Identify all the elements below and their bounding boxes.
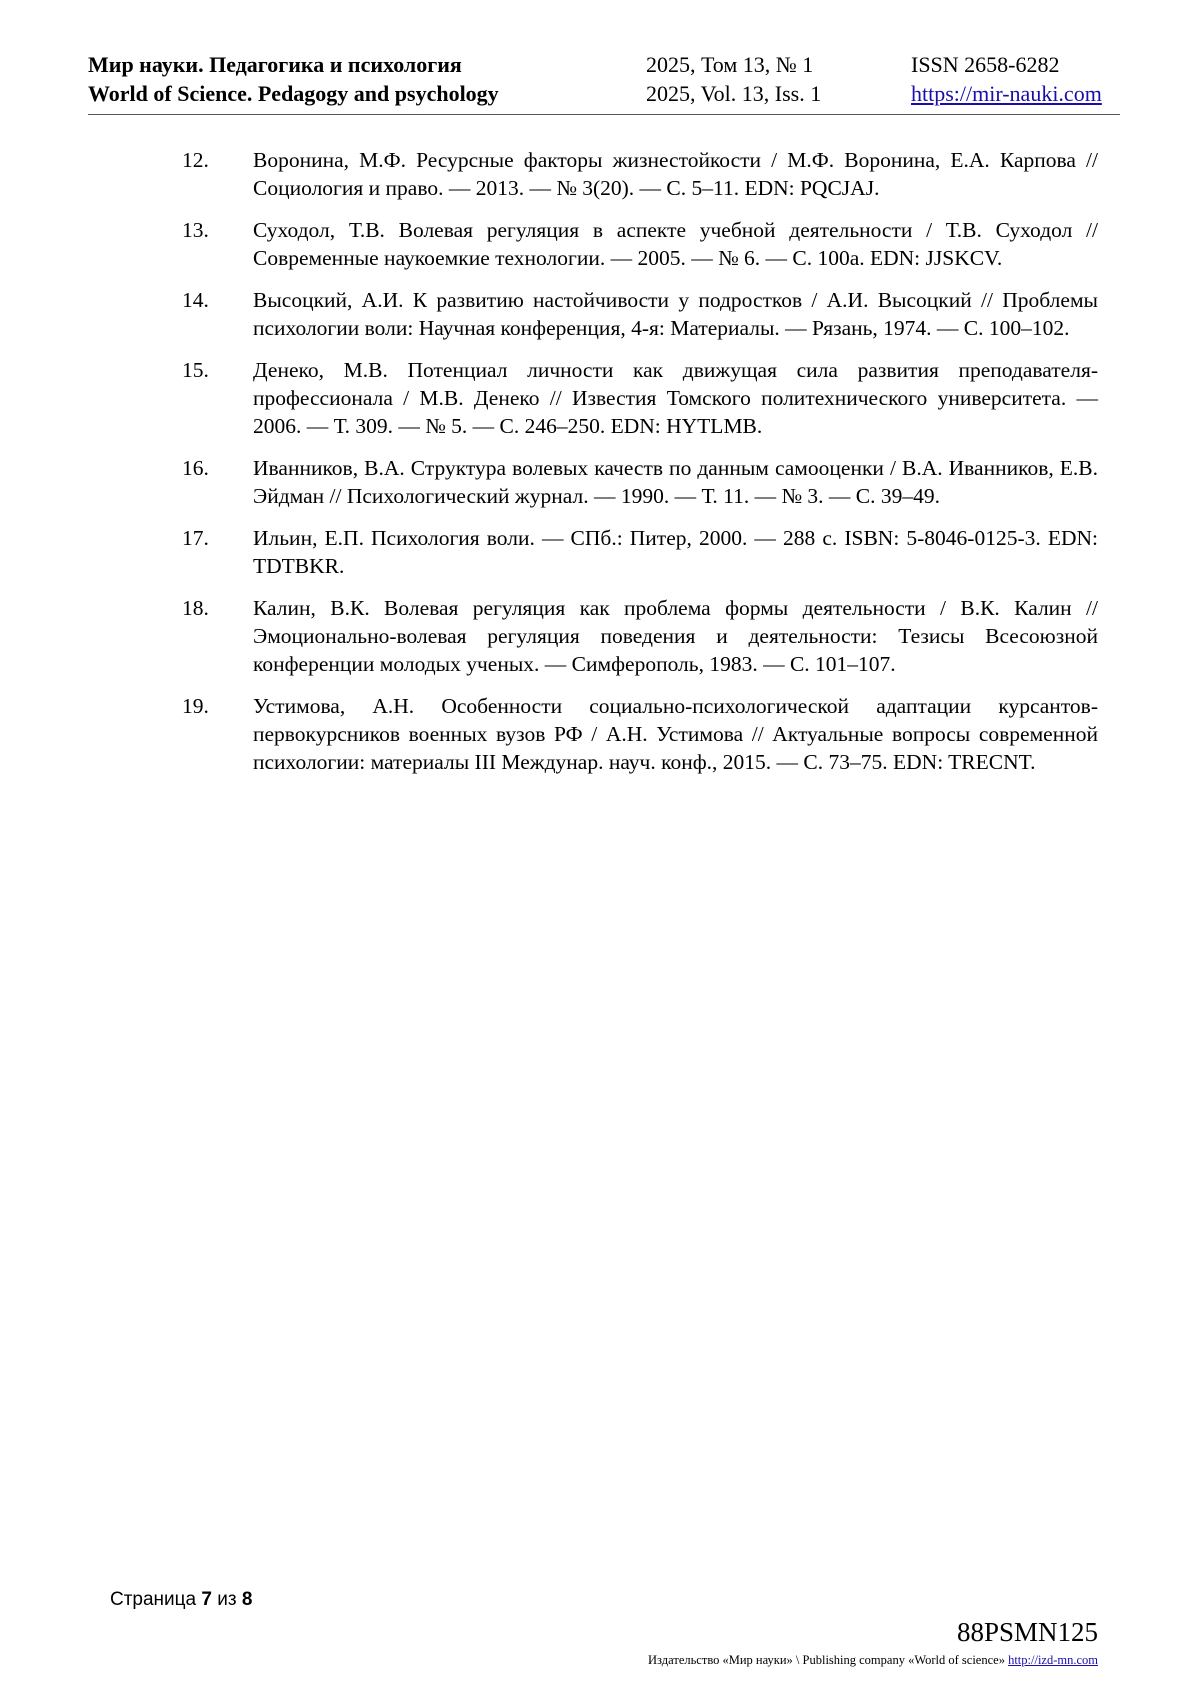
- journal-title-en: World of Science. Pedagogy and psychology: [88, 81, 499, 106]
- reference-text: Высоцкий, А.И. К развитию настойчивости у подростков / А.И. Высоцкий // Проблемы психологии воли: Научная конференция, 4-я: Материалы. — Рязань, 1974. — С. 100–102.: [253, 288, 1098, 340]
- page-current: 7: [201, 1589, 212, 1610]
- page-total: 8: [241, 1589, 253, 1610]
- reference-text: Ильин, Е.П. Психология воли. — СПб.: Питер, 2000. — 288 с. ISBN: 5-8046-0125-3. EDN: TDTBKR.: [253, 526, 1098, 578]
- reference-item: [182, 524, 1098, 580]
- page-header: [88, 50, 1120, 115]
- reference-item: [182, 594, 1098, 678]
- issn-block: [911, 50, 1102, 108]
- reference-text: Иванников, В.А. Структура волевых качеств по данным самооценки / В.А. Иванников, Е.В. Эйдман // Психологический журнал. — 1990. — Т. 11. — № 3. — С. 39–49.: [253, 456, 1098, 508]
- reference-item: [182, 216, 1098, 272]
- reference-text: Воронина, М.Ф. Ресурсные факторы жизнестойкости / М.Ф. Воронина, Е.А. Карпова // Социология и право. — 2013. — № 3(20). — С. 5–11. EDN: PQCJAJ.: [253, 148, 1098, 200]
- reference-number: 12.: [182, 148, 209, 172]
- reference-number: 14.: [182, 288, 209, 312]
- article-code: 88PSMN125: [956, 1617, 1098, 1647]
- publisher-line: [648, 1652, 1098, 1668]
- issue-info-en: 2025, Vol. 13, Iss. 1: [646, 81, 822, 106]
- reference-number: 15.: [182, 358, 209, 382]
- reference-item: [182, 356, 1098, 440]
- reference-text: Калин, В.К. Волевая регуляция как проблема формы деятельности / В.К. Калин // Эмоционально-волевая регуляция поведения и деятельности: Тезисы Всесоюзной конференции молодых ученых. — Симферополь, 1983. — С. 101–107.: [253, 596, 1098, 676]
- reference-item: [182, 286, 1098, 342]
- reference-item: [182, 692, 1098, 776]
- issue-info: [646, 50, 821, 108]
- reference-text: Денеко, М.В. Потенциал личности как движущая сила развития преподавателя-профессионала / М.В. Денеко // Известия Томского политехнического университета. — 2006. — Т. 309. — № 5. — С. 246–250. EDN: HYTLMB.: [253, 358, 1098, 438]
- publisher-text: Издательство «Мир науки» \ Publishing company «World of science»: [648, 1653, 1005, 1667]
- reference-text: Суходол, Т.В. Волевая регуляция в аспекте учебной деятельности / Т.В. Суходол // Современные наукоемкие технологии. — 2005. — № 6. — С. 100а. EDN: JJSKCV.: [253, 218, 1098, 270]
- reference-number: 13.: [182, 218, 209, 242]
- publisher-link[interactable]: http://izd-mn.com: [1008, 1653, 1098, 1667]
- issn-number: ISSN 2658-6282: [911, 52, 1060, 77]
- reference-item: [182, 454, 1098, 510]
- references-list: [182, 146, 1098, 790]
- reference-text: Устимова, А.Н. Особенности социально-психологической адаптации курсантов-первокурсников военных вузов РФ / А.Н. Устимова // Актуальные вопросы современной психологии: материалы III Междунар. науч. конф., 2015. — С. 73–75. EDN: TRECNT.: [253, 694, 1098, 774]
- reference-number: 17.: [182, 526, 209, 550]
- journal-title-ru: Мир науки. Педагогика и психология: [88, 52, 462, 77]
- reference-item: [182, 146, 1098, 202]
- page-counter: [110, 1588, 252, 1612]
- issue-info-ru: 2025, Том 13, № 1: [646, 52, 814, 77]
- journal-site-link[interactable]: https://mir-nauki.com: [911, 81, 1102, 106]
- page-separator: из: [217, 1589, 237, 1610]
- reference-number: 18.: [182, 596, 209, 620]
- page-label: Страница: [110, 1589, 197, 1610]
- reference-number: 19.: [182, 694, 209, 718]
- journal-title: [88, 50, 499, 108]
- reference-number: 16.: [182, 456, 209, 480]
